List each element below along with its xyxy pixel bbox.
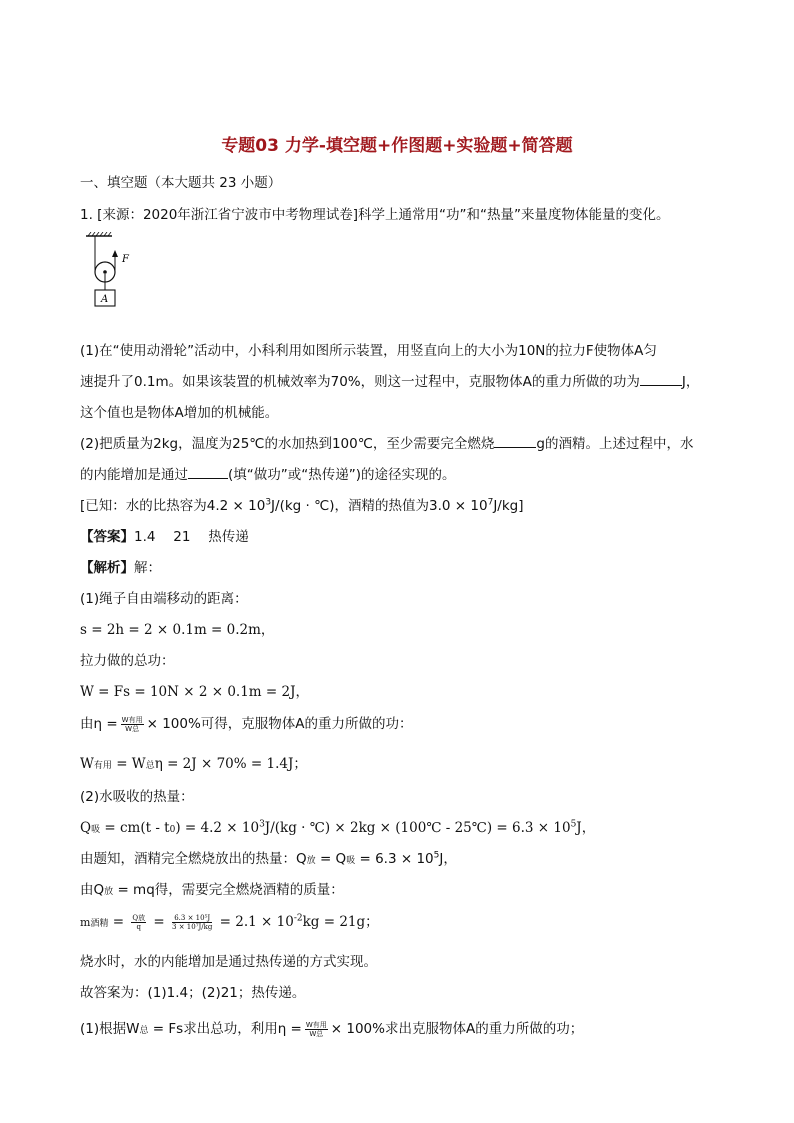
frac-num: W有用 — [121, 715, 143, 724]
solution-step-11 — [80, 910, 379, 931]
s9-sub2: 吸 — [346, 856, 356, 866]
s11-eq2: = — [149, 914, 170, 930]
s6-a: W — [80, 756, 94, 772]
mass-fraction-2 — [172, 914, 212, 931]
part2-line1 — [80, 432, 693, 452]
s8-c: ) = 4.2 × 10 — [175, 820, 260, 836]
frac2-den: 3 × 10⁷J/kg — [172, 923, 213, 931]
part2-line1-text: (2)把质量为2kg，温度为25℃的水加热到100℃，至少需要完全燃烧 — [80, 436, 495, 452]
pulley-diagram — [86, 232, 146, 322]
solution-step-14 — [80, 1017, 583, 1038]
page-title: 专题03 力学-填空题+作图题+实验题+简答题 — [221, 136, 573, 156]
solution-step-7: (2)水吸收的热量： — [80, 789, 194, 805]
solution-step-12: 烧水时，水的内能增加是通过热传递的方式实现。 — [80, 954, 377, 970]
efficiency-fraction-2 — [305, 1021, 328, 1038]
figure-label-F: F — [122, 254, 129, 265]
part1-unit: J， — [681, 374, 700, 390]
solution-step-5 — [80, 712, 413, 733]
answer-text: 1.4 21 热传递 — [134, 529, 249, 545]
solution-step-3: 拉力做的总功： — [80, 653, 175, 669]
answer-line — [80, 525, 249, 545]
solution-step-6 — [80, 752, 307, 772]
s8-sup1: 3 — [259, 819, 265, 830]
s14-c: × 100%求出克服物体A的重力所做的功； — [330, 1021, 584, 1037]
s8-a: Q — [80, 820, 92, 836]
s11-sup: -2 — [293, 913, 303, 924]
known-values — [80, 494, 524, 514]
analysis-text: 解： — [134, 560, 161, 576]
s9-a: 由题知，酒精完全燃烧放出的热量：Q — [80, 851, 307, 867]
s10-b: = mq得，需要完全燃烧酒精的质量： — [113, 882, 344, 898]
s8-b: = cm(t - t — [100, 820, 170, 836]
answer-blank-3[interactable] — [188, 466, 228, 479]
solution-step-10 — [80, 878, 344, 898]
s9-b: = Q — [315, 851, 347, 867]
analysis-line — [80, 556, 161, 576]
frac-den: W总 — [125, 724, 140, 733]
s11-c: kg = 21g； — [302, 914, 379, 930]
s6-b: = W — [111, 756, 146, 772]
known-b-sup: 7 — [487, 497, 494, 508]
known-a: [已知：水的比热容为4.2 × 10 — [80, 498, 266, 514]
s6-c: η = 2J × 70% = 1.4J； — [154, 756, 307, 772]
known-a-sup: 3 — [265, 497, 272, 508]
answer-blank-1[interactable] — [640, 373, 682, 386]
mass-fraction-1 — [131, 914, 146, 931]
part1-line2 — [80, 370, 699, 390]
s9-sub1: 放 — [306, 856, 316, 866]
solution-step-8 — [80, 816, 595, 836]
s8-sub: 吸 — [91, 825, 101, 835]
frac3-den: W总 — [309, 1029, 324, 1038]
s6-sub2: 总 — [145, 761, 155, 771]
solution-step-4: W = Fs = 10N × 2 × 0.1m = 2J， — [80, 684, 309, 700]
known-b: J/(kg · ℃)，酒精的热值为3.0 × 10 — [271, 498, 488, 514]
solution-step-9 — [80, 847, 457, 867]
s10-sub: 放 — [104, 887, 114, 897]
part2-line2-tail: (填“做功”或“热传递”)的途径实现的。 — [228, 467, 456, 483]
s9-c: = 6.3 × 10 — [355, 851, 434, 867]
part1-line3: 这个值也是物体A增加的机械能。 — [80, 405, 279, 421]
answer-blank-2[interactable] — [494, 435, 536, 448]
solution-step-2: s = 2h = 2 × 0.1m = 0.2m， — [80, 622, 275, 638]
known-c: J/kg] — [493, 498, 524, 514]
solution-step-1: (1)绳子自由端移动的距离： — [80, 591, 248, 607]
section-heading: 一、填空题（本大题共 23 小题） — [80, 175, 282, 191]
s14-b: = Fs求出总功，利用η = — [148, 1021, 302, 1037]
s5-post: × 100%可得，克服物体A的重力所做的功： — [146, 716, 413, 732]
s8-sup2: 5 — [570, 819, 577, 830]
question-1-intro: 1. [来源：2020年浙江省宁波市中考物理试卷]科学上通常用“功”和“热量”来量度物体能量的变化。 — [80, 207, 670, 223]
s11-b: = 2.1 × 10 — [215, 914, 294, 930]
part1-line1: (1)在“使用动滑轮”活动中，小科利用如图所示装置，用竖直向上的大小为10N的拉力F使物体A匀 — [80, 343, 657, 359]
figure-label-A: A — [101, 294, 109, 305]
frac3-num: W有用 — [305, 1020, 327, 1029]
s8-e: J， — [576, 820, 596, 836]
part1-line2-text: 速提升了0.1m。如果该装置的机械效率为70%，则这一过程中，克服物体A的重力所做的功为 — [80, 374, 640, 390]
s9-d: J， — [439, 851, 457, 867]
s11-sub: 酒精 — [90, 919, 109, 929]
frac1-num: Q放 — [132, 914, 146, 922]
s5-pre: 由η = — [80, 716, 118, 732]
efficiency-fraction — [121, 716, 144, 733]
part2-line2 — [80, 463, 456, 483]
s14-a: (1)根据W — [80, 1021, 140, 1037]
s8-d: J/(kg · ℃) × 2kg × (100℃ - 25℃) = 6.3 × 10 — [264, 820, 571, 836]
part2-line1-tail: g的酒精。上述过程中，水 — [536, 436, 694, 452]
s6-sub1: 有用 — [93, 761, 112, 771]
s8-sub2: 0 — [169, 825, 176, 835]
analysis-label: 【解析】 — [80, 560, 134, 576]
frac1-den: q — [136, 923, 141, 931]
s11-a: m — [80, 916, 91, 929]
s10-a: 由Q — [80, 882, 105, 898]
part2-line2-text: 的内能增加是通过 — [80, 467, 188, 483]
solution-step-13: 故答案为：(1)1.4；(2)21；热传递。 — [80, 985, 306, 1001]
frac2-num: 6.3 × 10⁵J — [172, 914, 212, 923]
s11-eq: = — [108, 914, 129, 930]
s9-sup: 5 — [433, 850, 440, 861]
answer-label: 【答案】 — [80, 529, 134, 545]
s14-sub: 总 — [139, 1026, 149, 1036]
